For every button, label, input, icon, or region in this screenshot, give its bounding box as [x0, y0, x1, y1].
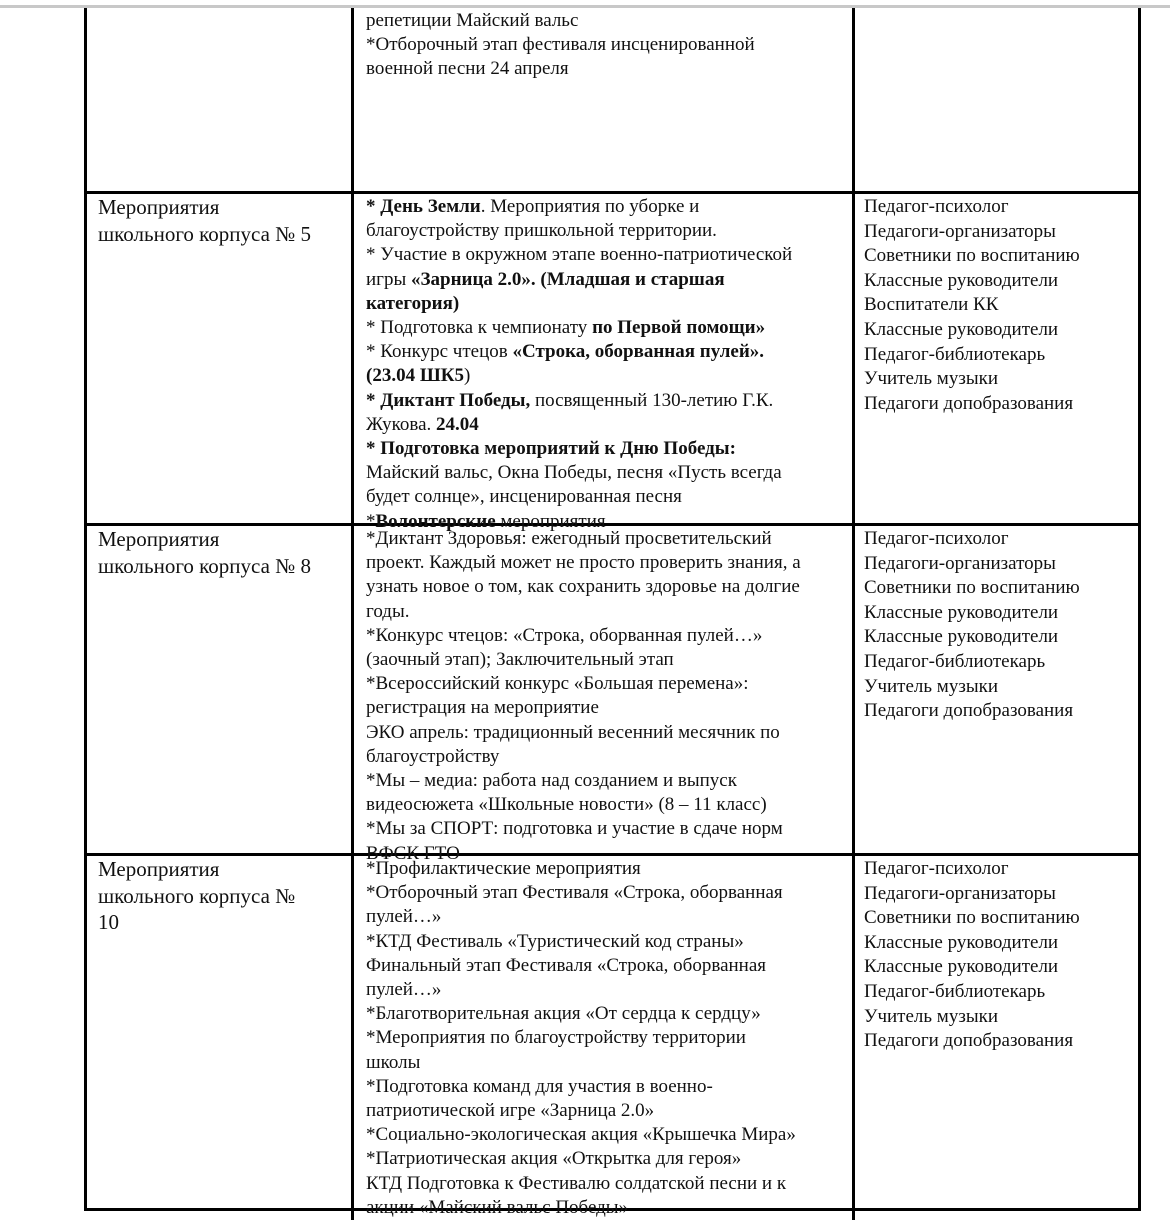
- responsible-person: Классные руководители: [864, 626, 1059, 648]
- event-text: благоустройству: [366, 745, 500, 767]
- event-text: *: [366, 510, 376, 532]
- event-text: *Мы за СПОРТ: подготовка и участие в сдаче норм: [366, 818, 783, 840]
- event-line: [366, 1196, 848, 1220]
- responsible-person: Советники по воспитанию: [864, 907, 1080, 929]
- event-line: [366, 268, 848, 292]
- events-cell: [351, 526, 852, 866]
- responsible-person: Педагог-библиотекарь: [864, 650, 1046, 672]
- event-text: ВФСК ГТО: [366, 842, 460, 864]
- event-text: *Отборочный этап Фестиваля «Строка, оборванная: [366, 882, 783, 904]
- event-text-bold: *: [366, 196, 381, 217]
- event-text: * Конкурс чтецов: [366, 341, 513, 363]
- event-line: [366, 219, 848, 243]
- building-name-line: Мероприятия: [98, 857, 220, 881]
- event-text-bold: * Подготовка мероприятий к Дню Победы:: [366, 438, 736, 460]
- table-row: [87, 853, 1138, 1218]
- event-text: * Участие в окружном этапе военно-патриотической: [366, 244, 793, 266]
- event-text: *Социально-экологическая акция «Крышечка Мира»: [366, 1124, 796, 1146]
- event-line: [366, 340, 848, 364]
- event-text: *Диктант Здоровья: ежегодный просветительский: [366, 528, 772, 549]
- building-name-line: Мероприятия: [98, 527, 220, 551]
- event-line: [366, 1051, 848, 1075]
- event-text: годы.: [366, 600, 410, 622]
- event-line: [366, 648, 848, 672]
- event-line: [366, 672, 848, 696]
- event-text: *Профилактические мероприятия: [366, 858, 641, 879]
- event-line: [366, 769, 848, 793]
- event-line: [366, 793, 848, 817]
- building-name-line: Мероприятия: [98, 195, 220, 219]
- responsible-person: Советники по воспитанию: [864, 245, 1080, 267]
- responsible-person: Педагог-психолог: [864, 196, 1009, 217]
- event-line: [366, 817, 848, 841]
- event-line: [366, 721, 848, 745]
- event-text-bold: «Зарница 2.0». (Младшая и старшая: [410, 268, 725, 290]
- events-cell: [351, 194, 852, 534]
- events-table: [84, 8, 1141, 1218]
- event-line: [366, 1172, 848, 1196]
- event-text-bold: категория): [366, 292, 460, 314]
- event-line: [366, 243, 848, 267]
- event-text-bold: * Диктант Победы,: [366, 389, 531, 411]
- responsible-person: Учитель музыки: [864, 1005, 999, 1027]
- responsible-person: Педагоги допобразования: [864, 1030, 1074, 1052]
- building-name-cell: [87, 8, 351, 191]
- event-text: посвященный 130-летию Г.К.: [530, 389, 774, 411]
- event-line: [366, 527, 848, 551]
- responsible-person: Учитель музыки: [864, 675, 999, 697]
- building-name-line: школьного корпуса № 8: [98, 553, 311, 578]
- responsible-person: Педагог-библиотекарь: [864, 980, 1046, 1002]
- responsible-person: Воспитатели КК: [864, 294, 999, 316]
- event-line: [366, 551, 848, 575]
- event-text: *Мы – медиа: работа над созданием и выпуск: [366, 770, 737, 792]
- event-text: акции «Майский вальс Победы»: [366, 1196, 629, 1218]
- event-text: *Конкурс чтецов: «Строка, оборванная пулей…»: [366, 624, 763, 646]
- responsible-cell: [852, 194, 1138, 534]
- event-text-bold: по Первой помощи»: [592, 317, 766, 339]
- building-name-line: 10: [98, 910, 119, 934]
- event-text: *Подготовка команд для участия в военно-: [366, 1075, 713, 1097]
- event-text: *Отборочный этап фестиваля инсценированной: [366, 34, 755, 56]
- building-name-line: школьного корпуса № 5: [98, 221, 311, 246]
- event-text: . Мероприятия по уборке и: [480, 196, 700, 217]
- event-text: проект. Каждый может не просто проверить знания, а: [366, 552, 801, 574]
- event-text-bold: «Строка, оборванная пулей».: [512, 341, 765, 363]
- event-text: будет солнце», инсценированная песня: [366, 486, 682, 508]
- building-name-cell: [87, 526, 351, 866]
- event-text: *Патриотическая акция «Открытка для героя»: [366, 1148, 742, 1170]
- event-line: [366, 881, 848, 905]
- event-line: [366, 461, 848, 485]
- event-text: *Благотворительная акция «От сердца к сердцу»: [366, 1003, 761, 1025]
- event-text: игры: [366, 268, 411, 290]
- event-line: [366, 1026, 848, 1050]
- event-text: благоустройству пришкольной территории.: [366, 220, 717, 242]
- responsible-person: Педагоги-организаторы: [864, 882, 1056, 904]
- event-line: [366, 413, 848, 437]
- event-text: ЭКО апрель: традиционный весенний месячник по: [366, 721, 780, 743]
- event-text: регистрация на мероприятие: [366, 697, 599, 719]
- event-text-bold: (23.04 ШК5: [366, 365, 464, 387]
- table-row: [87, 8, 1138, 191]
- event-text: пулей…»: [366, 906, 442, 928]
- event-line: [366, 437, 848, 461]
- event-text-bold: День Земли: [380, 196, 481, 217]
- event-line: [366, 9, 848, 33]
- table-row: [87, 191, 1138, 532]
- event-text: школы: [366, 1051, 421, 1073]
- event-line: [366, 1123, 848, 1147]
- event-line: [366, 485, 848, 509]
- event-text: ): [463, 365, 471, 387]
- event-text-bold: Волонтерские: [375, 510, 496, 532]
- event-line: [366, 954, 848, 978]
- event-text: КТД Подготовка к Фестивалю солдатской песни и к: [366, 1172, 787, 1194]
- event-text: *КТД Фестиваль «Туристический код страны»: [366, 930, 744, 952]
- event-text: пулей…»: [366, 979, 442, 1001]
- responsible-person: Классные руководители: [864, 956, 1059, 978]
- events-cell: [351, 8, 852, 191]
- event-line: [366, 857, 848, 881]
- event-text: видеосюжета «Школьные новости» (8 – 11 класс): [366, 794, 767, 816]
- event-line: [366, 575, 848, 599]
- event-line: [366, 696, 848, 720]
- event-text: Жукова.: [366, 413, 437, 435]
- event-line: [366, 389, 848, 413]
- responsible-person: Классные руководители: [864, 318, 1059, 340]
- responsible-person: Педагог-психолог: [864, 858, 1009, 879]
- event-text: * Подготовка к чемпионату: [366, 317, 593, 339]
- responsible-cell: [852, 8, 1138, 191]
- responsible-cell: [852, 526, 1138, 866]
- responsible-person: Учитель музыки: [864, 368, 999, 390]
- event-text: мероприятия: [495, 510, 606, 532]
- responsible-person: Классные руководители: [864, 601, 1059, 623]
- responsible-person: Педагоги-организаторы: [864, 552, 1056, 574]
- event-line: [366, 33, 848, 57]
- responsible-person: Классные руководители: [864, 269, 1059, 291]
- event-line: [366, 195, 848, 219]
- event-line: [366, 1002, 848, 1026]
- event-line: [366, 292, 848, 316]
- event-line: [366, 1147, 848, 1171]
- event-line: [366, 905, 848, 929]
- responsible-person: Педагог-библиотекарь: [864, 343, 1046, 365]
- event-text-bold: 24.04: [436, 413, 479, 435]
- building-name-cell: [87, 194, 351, 534]
- event-line: [366, 978, 848, 1002]
- event-text: *Мероприятия по благоустройству территории: [366, 1027, 746, 1049]
- event-line: [366, 1075, 848, 1099]
- event-text: Майский вальс, Окна Победы, песня «Пусть всегда: [366, 462, 782, 484]
- event-line: [366, 364, 848, 388]
- event-text: военной песни 24 апреля: [366, 58, 569, 80]
- responsible-person: Педагог-психолог: [864, 528, 1009, 549]
- event-text: Финальный этап Фестиваля «Строка, оборванная: [366, 954, 767, 976]
- responsible-person: Педагоги допобразования: [864, 700, 1074, 722]
- responsible-person: Педагоги-организаторы: [864, 220, 1056, 242]
- event-line: [366, 624, 848, 648]
- responsible-person: Классные руководители: [864, 931, 1059, 953]
- event-text: репетиции Майский вальс: [366, 10, 579, 31]
- event-text: *Всероссийский конкурс «Большая перемена»:: [366, 673, 749, 695]
- building-name-cell: [87, 856, 351, 1220]
- table-row: [87, 523, 1138, 864]
- event-text: (заочный этап); Заключительный этап: [366, 649, 674, 671]
- responsible-person: Советники по воспитанию: [864, 577, 1080, 599]
- responsible-cell: [852, 856, 1138, 1220]
- event-line: [366, 930, 848, 954]
- event-text: узнать новое о том, как сохранить здоровье на долгие: [366, 576, 800, 598]
- event-line: [366, 745, 848, 769]
- building-name-line: школьного корпуса №: [98, 883, 296, 908]
- events-cell: [351, 856, 852, 1220]
- event-line: [366, 600, 848, 624]
- event-line: [366, 316, 848, 340]
- responsible-person: Педагоги допобразования: [864, 392, 1074, 414]
- event-line: [366, 1099, 848, 1123]
- event-line: [366, 57, 848, 81]
- event-text: патриотической игре «Зарница 2.0»: [366, 1100, 655, 1122]
